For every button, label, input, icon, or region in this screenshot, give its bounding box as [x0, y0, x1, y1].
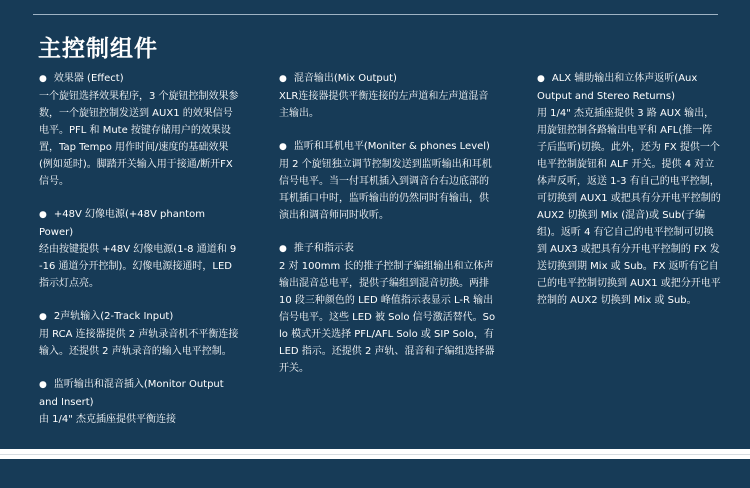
bullet-icon: ●: [537, 74, 545, 84]
section-body: 用 RCA 连接器提供 2 声轨录音机不平衡连接输入。还提供 2 声轨录音的输入电平控制。: [39, 329, 239, 357]
section-body: 用 1/4" 杰克插座提供 3 路 AUX 输出，用旋钮控制各路输出电平和 AFL(推一阵子后监听)切换。此外，还为 FX 提供一个电平控制旋钮和 ALF 开关。提供 4 对立体声反听，返送 1-3 有自己的电平控制，可切换到 AUX1 或把具有分开电平控制的 AUX2 切换到 Mix (混音)或 Sub(子编组)。返听 4 有它自己的电平控制可切换到 AUX3 或把具有分开电平控制的 FX 发送切换到期 Mix 或 Sub。FX 返听有它自己的电平控制切换到 AUX1 或把分开电平控制的 AUX2 切换到 Mix 或 Sub。: [537, 108, 721, 306]
section-body: XLR连接器提供平衡连接的左声道和左声道混音主输出。: [279, 91, 489, 119]
section-aux-output-returns: [537, 70, 722, 309]
section-heading: [537, 70, 722, 105]
section-body: 由 1/4" 杰克插座提供平衡连接: [39, 414, 177, 425]
section-heading-text: ALX 辅助输出和立体声返听(Aux Output and Stereo Returns): [537, 73, 698, 102]
column-middle: [279, 70, 497, 393]
column-right: [537, 70, 722, 325]
bottom-divider: [0, 454, 750, 455]
bullet-icon: ●: [279, 142, 287, 152]
section-body: 经由按键提供 +48V 幻像电源(1-8 通道和 9-16 通道分开控制)。幻像电源接通时，LED 指示灯点亮。: [39, 244, 237, 289]
bullet-icon: ●: [39, 74, 47, 84]
section-body: 一个旋钮选择效果程序，3 个旋钮控制效果参数，一个旋钮控制发送到 AUX1 的效果信号电平。PFL 和 Mute 按键存储用户的效果设置，Tap Tempo 用作时间/速度的基础效果(例如延时)。脚踏开关输入用于接通/断开FX信号。: [39, 91, 239, 187]
section-heading: [39, 70, 239, 88]
section-body: 2 对 100mm 长的推子控制子编组输出和立体声输出混音总电平，提供子编组到混音切换。两排 10 段三种颜色的 LED 峰值指示表显示 L-R 输出信号电平。这些 LED 被 Solo 信号激活替代。Solo 模式开关选择 PFL/AFL Solo 或 SIP Solo，有 LED 指示。还提供 2 声轨、混音和子编组选择器开关。: [279, 261, 496, 374]
bottom-panel-strip: [0, 459, 750, 488]
section-heading: [279, 70, 497, 88]
section-heading: [39, 308, 239, 326]
bullet-icon: ●: [279, 74, 287, 84]
section-heading-text: 2声轨输入(2-Track Input): [53, 311, 174, 322]
section-faders-meters: [279, 240, 497, 377]
section-heading-text: 推子和指示表: [293, 243, 354, 254]
section-heading-text: 混音输出(Mix Output): [293, 73, 397, 84]
section-body: 用 2 个旋钮独立调节控制发送到监听输出和耳机信号电平。当一付耳机插入到调音台右边底部的耳机插口中时，监听输出的仍然同时有输出，供演出和调音师同时收听。: [279, 159, 492, 221]
section-effect: [39, 70, 239, 190]
bullet-icon: ●: [39, 312, 47, 322]
section-monitor-phones-level: [279, 138, 497, 224]
bullet-icon: ●: [39, 210, 47, 220]
page-title: 主控制组件: [38, 36, 158, 62]
top-divider: [33, 14, 718, 15]
section-heading-text: +48V 幻像电源(+48V phantom Power): [39, 209, 205, 238]
section-mix-output: [279, 70, 497, 122]
section-heading-text: 监听和耳机电平(Moniter & phones Level): [293, 141, 490, 152]
bullet-icon: ●: [39, 380, 47, 390]
section-heading: [279, 138, 497, 156]
section-heading: [39, 376, 239, 411]
section-phantom-power: [39, 206, 239, 292]
column-left: [39, 70, 239, 444]
section-heading: [39, 206, 239, 241]
section-monitor-output: [39, 376, 239, 428]
bullet-icon: ●: [279, 244, 287, 254]
section-heading-text: 效果器 (Effect): [53, 73, 124, 84]
section-2-track-input: [39, 308, 239, 360]
section-heading: [279, 240, 497, 258]
section-heading-text: 监听输出和混音插入(Monitor Output and Insert): [39, 379, 224, 408]
